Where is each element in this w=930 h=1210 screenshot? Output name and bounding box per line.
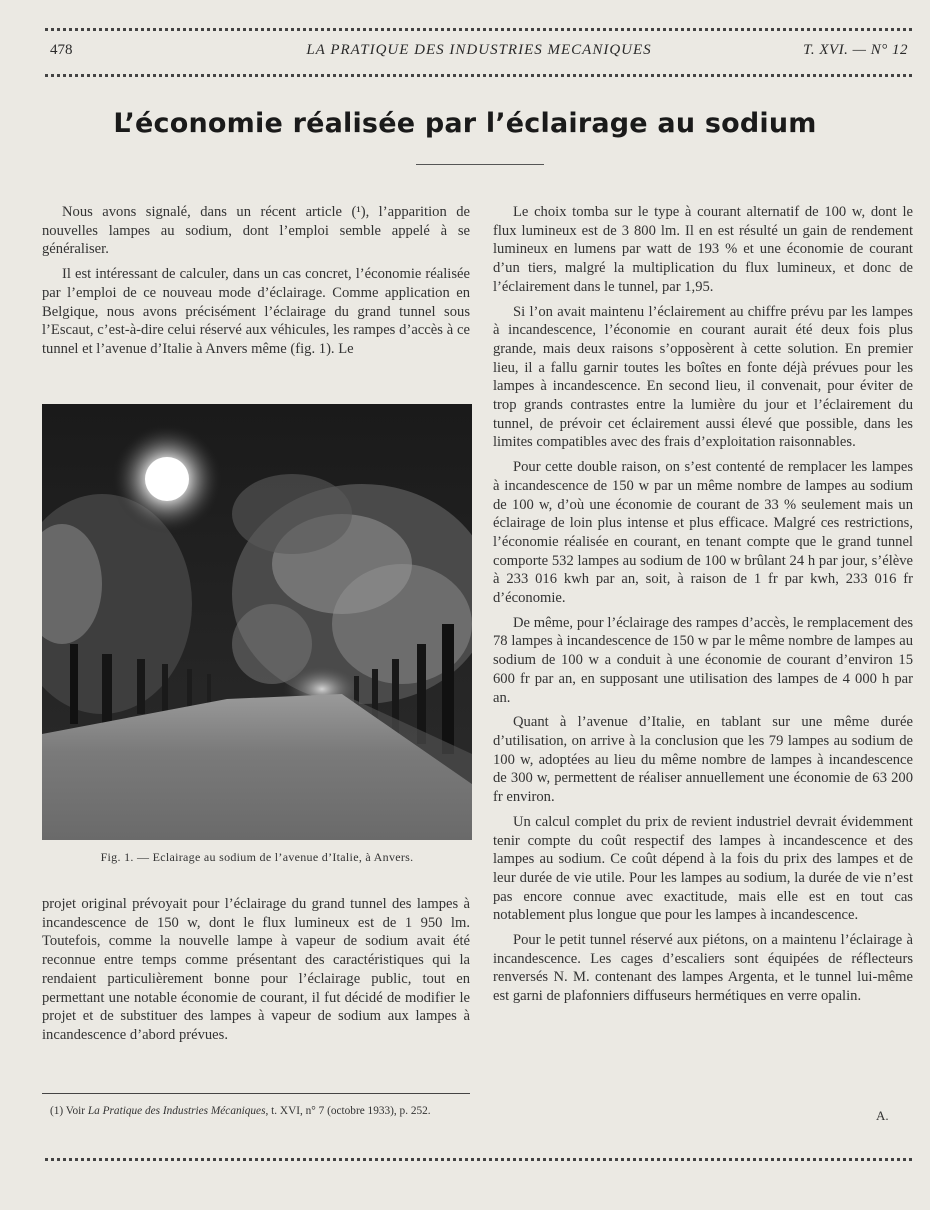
paragraph: Pour le petit tunnel réservé aux piétons, on a maintenu l’éclairage à incandescence. Les cages d’escaliers sont équipées de réflecteurs renversés N. M. contenant des lampes Argenta, et le tunnel lui-même est garni de plafonniers diffuseurs hermétiques en verre opalin. — [493, 932, 913, 1005]
street-night-photo — [42, 404, 472, 840]
paragraph: Pour cette double raison, on s’est contenté de remplacer les lampes à incandescence de 150 w par un même nombre de lampes au sodium de 100 w, d’où une économie de courant de 33 % seulement mais un éclairage de loin plus intense et plus efficace. Malgré ces restrictions, l’économie réalisée en courant, en tenant compte que le grand tunnel comporte 532 lampes au sodium de 100 w brûlant 24 h par jour, s’élève à 233 016 kwh par an, soit, à raison de 1 fr par kwh, 233 016 fr d’économie. — [493, 459, 913, 607]
paragraph: projet original prévoyait pour l’éclairage du grand tunnel des lampes à incandescence de 150 w, dont le flux lumineux est de 1 950 lm. Toutefois, comme la nouvelle lampe à vapeur de sodium avait été reconnue entre temps comme présentant des caractéristiques qui la rendaient particulièrement bonne pour l’éclairage public, tout en permettant une notable économie de courant, il fut décidé de modifier le projet et de substituer des lampes à vapeur de sodium aux lampes à incandescence d’abord prévues. — [42, 896, 470, 1043]
running-header — [50, 42, 908, 64]
paragraph: Un calcul complet du prix de revient industriel devrait évidemment tenir compte du coût respectif des lampes à incandescence et des lampes au sodium. Ce coût dépend à la fois du prix des lampes et de leur durée de vie utile. Pour les lampes au sodium, la durée de vie n’est pas encore connue avec exactitude, mais elle est en tout cas notablement plus longue que pour les lampes à incandescence. — [493, 813, 913, 924]
left-column-top — [42, 203, 470, 365]
page-number: 478 — [50, 42, 73, 58]
footnote-journal: La Pratique des Industries Mécaniques — [87, 1105, 266, 1117]
journal-title: LA PRATIQUE DES INDUSTRIES MECANIQUES — [306, 42, 652, 58]
issue-number: T. XVI. — N° 12 — [803, 42, 908, 58]
header-bottom-dotted-rule — [45, 74, 912, 77]
right-column — [493, 203, 913, 1012]
figure-1-photo — [42, 404, 472, 840]
footnote-suffix: , t. XVI, n° 7 (octobre 1933), p. 252. — [265, 1105, 431, 1117]
author-signature: A. — [876, 1108, 889, 1123]
title-rule — [416, 164, 544, 165]
header-top-dotted-rule — [45, 28, 912, 31]
figure-caption: Fig. 1. — Eclairage au sodium de l’avenue d’Italie, à Anvers. — [100, 850, 414, 864]
article-title: L’économie réalisée par l’éclairage au sodium — [113, 108, 817, 139]
footnote — [50, 1104, 470, 1118]
paragraph: Nous avons signalé, dans un récent article (¹), l’apparition de nouvelles lampes au sodium, dont l’emploi semble appelé à se généraliser. — [42, 204, 470, 258]
paragraph: Quant à l’avenue d’Italie, en tablant sur une même durée d’utilisation, on arrive à la conclusion que les 79 lampes au sodium de 100 w, adoptées au lieu du même nombre de lampes à incandescence de 300 w, permettent de réaliser annuellement une économie de 63 200 fr environ. — [493, 714, 913, 806]
paragraph: De même, pour l’éclairage des rampes d’accès, le remplacement des 78 lampes à incandescence de 150 w par le même nombre de lampes au sodium de 100 w a conduit à une économie de courant d’environ 15 600 fr par an, en supposant une utilisation des lampes de 4 000 h par an. — [493, 614, 913, 706]
footnote-rule — [42, 1093, 470, 1094]
paragraph: Le choix tomba sur le type à courant alternatif de 100 w, dont le flux lumineux est de 3 800 lm. Il en est résulté un gain de rendement lumineux en lumens par watt de 193 % et une économie de courant d’un tiers, malgré la multiplication du flux lumineux, et donc de l’éclairement dans le tunnel, par 1,95. — [493, 204, 913, 295]
footnote-prefix: (1) Voir — [50, 1105, 88, 1117]
left-column-bottom — [42, 895, 470, 1051]
footer-dotted-rule — [45, 1158, 912, 1161]
paragraph: Si l’on avait maintenu l’éclairement au chiffre prévu par les lampes à incandescence, l’économie en courant aurait été deux fois plus grande, mais deux raisons s’opposèrent à cette solution. En premier lieu, il a fallu garnir toutes les boîtes en fonte déjà prévues pour les lampes à incandescence. En second lieu, il convenait, pour éviter de trop grands contrastes entre la lumière du jour et l’éclairement du tunnel, de prévoir cet éclairement aussi élevé que possible, dans les limites compatibles avec des frais d’exploitation raisonnables. — [493, 303, 913, 451]
paragraph: Il est intéressant de calculer, dans un cas concret, l’économie réalisée par l’emploi de ce nouveau mode d’éclairage. Comme application en Belgique, nous avons précisément l’éclairage du grand tunnel sous l’Escaut, c’est-à-dire celui réservé aux véhicules, les rampes d’accès à ce tunnel et l’avenue d’Italie à Anvers même (fig. 1). Le — [42, 266, 470, 357]
